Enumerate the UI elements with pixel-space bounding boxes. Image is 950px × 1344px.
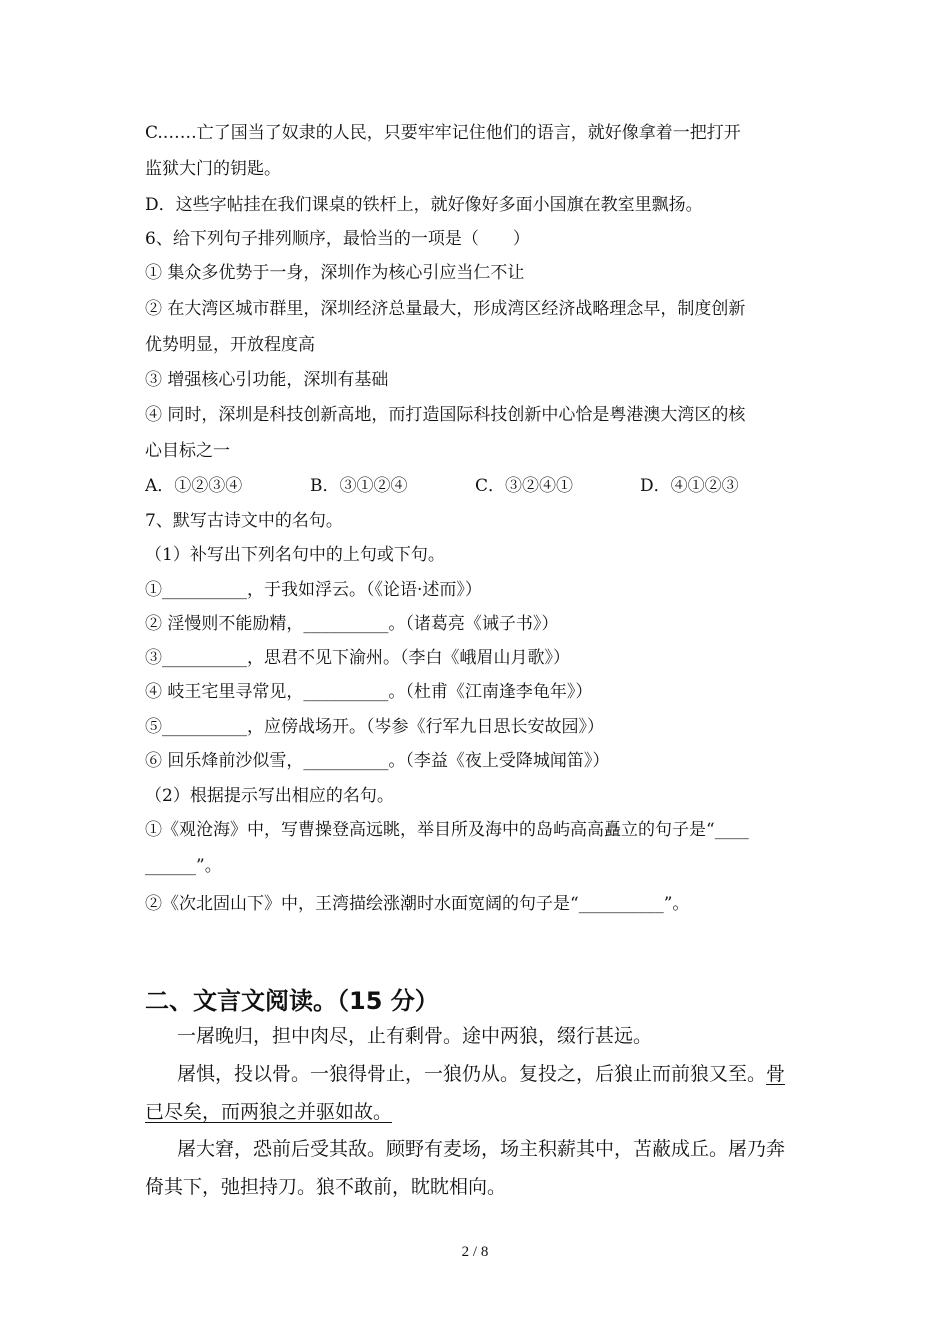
q6-sentence-1: ① 集众多优势于一身，深圳作为核心引应当仁不让 (145, 263, 525, 283)
q7-item-2: ② 淫慢则不能励精，__________。（诸葛亮《诫子书》） (145, 614, 559, 634)
section-2-title: 二、文言文阅读。（15 分） (145, 987, 439, 1015)
q7-item-6: ⑥ 回乐烽前沙似雪，__________。（李益《夜上受降城闻笛》） (145, 751, 610, 771)
q7-item-5: ⑤__________，应傍战场开。（岑参《行军九日思长安故园》） (145, 717, 604, 737)
q6-option-c: C．③②④① (475, 476, 574, 496)
q5-option-c-line1: C.……亡了国当了奴隶的人民，只要牢牢记住他们的语言，就好像拿着一把打开 (145, 123, 741, 143)
q7-p2-item2: ②《次北固山下》中，王湾描绘涨潮时水面宽阔的句子是“__________”。 (145, 894, 690, 914)
q7-question: 7、默写古诗文中的名句。 (145, 511, 343, 531)
passage-underlined-end: 已尽矣，而两狼之并驱如故。 (145, 1101, 393, 1123)
q5-option-c-line2: 监狱大门的钥匙。 (145, 159, 281, 179)
q7-part2-heading: （2）根据提示写出相应的名句。 (145, 786, 394, 806)
q7-p2-item1-line1: ①《观沧海》中，写曹操登高远眺，举目所及海中的岛屿高高矗立的句子是“____ (145, 820, 749, 840)
q6-option-b: B．③①②④ (310, 476, 408, 496)
q6-option-d: D．④①②③ (640, 476, 739, 496)
passage-underlined-start: 骨 (766, 1063, 786, 1085)
passage-para-2-text: 屠惧，投以骨。一狼得骨止，一狼仍从。复投之，后狼止而前狼又至。 (177, 1063, 767, 1085)
q7-part1-heading: （1）补写出下列名句中的上句或下句。 (145, 545, 445, 565)
passage-para-3-line2: 倚其下，弛担持刀。狼不敢前，眈眈相向。 (145, 1176, 507, 1198)
q6-sentence-3: ③ 增强核心引功能，深圳有基础 (145, 370, 389, 390)
q6-sentence-4-line1: ④ 同时，深圳是科技创新高地，而打造国际科技创新中心恰是粤港澳大湾区的核 (145, 405, 746, 425)
passage-para-2-line1 (145, 1060, 815, 1088)
q6-sentence-2-line1: ② 在大湾区城市群里，深圳经济总量最大，形成湾区经济战略理念早，制度创新 (145, 299, 746, 319)
q6-sentence-2-line2: 优势明显，开放程度高 (145, 335, 315, 355)
passage-para-1: 一屠晚归，担中肉尽，止有剩骨。途中两狼，缀行甚远。 (177, 1025, 653, 1047)
q6-options (145, 474, 815, 498)
page-number: 2 / 8 (461, 1244, 489, 1260)
passage-para-2-line2 (145, 1098, 815, 1126)
q7-p2-item1-line2: ______”。 (145, 856, 222, 876)
q5-option-d: D．这些字帖挂在我们课桌的铁杆上，就好像好多面小国旗在教室里飘扬。 (145, 195, 703, 215)
q6-question: 6、给下列句子排列顺序，最恰当的一项是（ ） (145, 229, 530, 249)
passage-para-3-line1: 屠大窘，恐前后受其敌。顾野有麦场，场主积薪其中，苫蔽成丘。屠乃奔 (177, 1138, 786, 1160)
q7-item-4: ④ 岐王宅里寻常见，__________。（杜甫《江南逢李龟年》） (145, 682, 593, 702)
q6-sentence-4-line2: 心目标之一 (145, 441, 230, 461)
q6-option-a: A．①②③④ (145, 476, 243, 496)
q7-item-1: ①__________，于我如浮云。（《论语·述而》） (145, 580, 482, 600)
q7-item-3: ③__________，思君不见下渝州。（李白《峨眉山月歌》） (145, 648, 570, 668)
